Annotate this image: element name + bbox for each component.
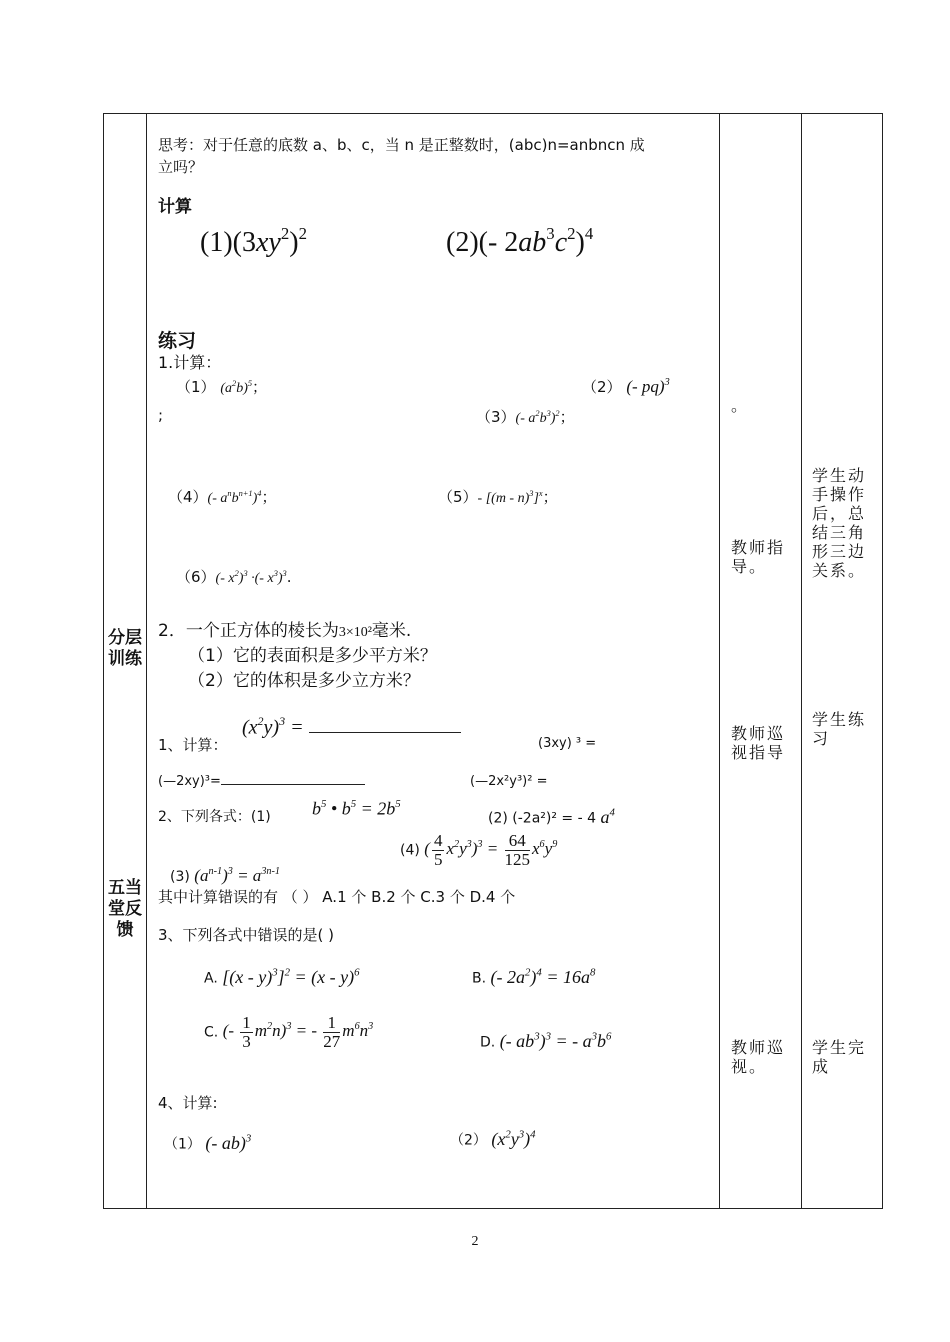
practice-intro: 1.计算： — [158, 353, 222, 372]
column-divider — [719, 114, 720, 1208]
feedback-q2-item3: (3) $(a^{n-1})^3 = a^{3n-1}$ — [170, 866, 280, 886]
feedback-q2-item4: (4) ( $\frac{4}{5}$ $x^2y^3)^3$ = $\frac{64}{125}$ $x^6y^9$ — [400, 831, 558, 869]
practice-item-2: （2） (- pq)$^3$ — [582, 376, 670, 396]
think-line-2: 立吗？ — [158, 158, 204, 176]
problem2-q1: （1）它的表面积是多少平方米？ — [188, 646, 437, 666]
page-number: 2 — [471, 1234, 479, 1249]
feedback-q3-label: 3、下列各式中错误的是( ) — [158, 926, 335, 944]
feedback-q3-option-a: A. [(x - y)$^3$]$^2$ = (x - y)$^6$ — [204, 966, 360, 987]
feedback-q4-label: 4、计算: — [158, 1094, 218, 1112]
student-note-practice: 学生练习 — [812, 710, 867, 748]
side-label-layered-training: 分层训练 — [108, 628, 142, 669]
feedback-q3-option-c: C. (- $\frac{1}{3}$ $m^2n)^3$ = - $\frac{1}{27}$ $m^6n^3$ — [204, 1013, 374, 1051]
calc-item-2: (2)(- $2ab^3c^2)^4$ — [446, 224, 594, 258]
feedback-q2-item2: (2) (-2a²)² = - 4 $a^4$ — [488, 806, 615, 827]
feedback-q4-item-2: （2） $(x^2y^3)^4$ — [450, 1128, 536, 1149]
problem2-line1: 2．一个正方体的棱长为3×10²毫米. — [158, 621, 412, 641]
practice-heading: 练习 — [158, 330, 197, 352]
practice-semicolon: ; — [158, 406, 164, 424]
problem2-q2: （2）它的体积是多少立方米？ — [188, 671, 420, 691]
student-note-summary: 学生动手操作后，总结三角形三边关系。 — [812, 466, 867, 580]
feedback-q1-expr: $(x^2y)^3$ = — [242, 714, 461, 739]
feedback-q2-item1: $b^5$ • $b^5 = 2b^5$ — [312, 798, 401, 819]
practice-item-5: （5）- [(m - n)$^3$]$^x$； — [438, 488, 558, 506]
feedback-q3-option-b: B. (- $2a^2)^4 = 16a^8$ — [472, 966, 596, 987]
practice-item-1: （1） $(a^2b)^5$； — [176, 378, 268, 396]
teacher-note-patrol: 教师巡视。 — [731, 1038, 786, 1076]
side-label-feedback: 五当堂反馈 — [108, 878, 142, 940]
feedback-q1-label: 1、计算： — [158, 736, 228, 754]
feedback-q1-item-a: (3xy) ³ = — [538, 736, 597, 751]
feedback-q3-option-d: D. (- $ab^3)^3$ = - $a^3b^6$ — [480, 1030, 612, 1051]
feedback-q2-label: 2、下列各式：(1) — [158, 809, 271, 825]
think-line-1: 思考：对于任意的底数 a、b、c，当 n 是正整数时，(abc)n=anbncn 成 — [158, 136, 645, 154]
feedback-q1-item-b: (—2xy)³= — [158, 774, 365, 789]
teacher-note-guide: 教师指导。 — [731, 538, 786, 576]
feedback-q2-answers: 其中计算错误的有 （ ） A.1 个 B.2 个 C.3 个 D.4 个 — [158, 888, 516, 906]
feedback-q1-item-c: (—2x²y³)² = — [470, 774, 548, 789]
calc-heading: 计算 — [158, 197, 192, 217]
practice-item-4: （4）(- $a^nb^{n+1})^4$； — [168, 488, 277, 506]
feedback-q4-item-1: （1） (- ab)$^3$ — [164, 1132, 252, 1153]
student-note-complete: 学生完成 — [812, 1038, 867, 1076]
practice-item-6: （6）(- $x^2)^3$ ·(- $x^3)^3$. — [176, 568, 292, 586]
column-divider — [146, 114, 147, 1208]
lesson-table — [103, 113, 883, 1209]
teacher-dot: 。 — [731, 396, 750, 415]
practice-item-3: （3）(- $a^2b^3)^2$； — [476, 408, 575, 426]
column-divider — [801, 114, 802, 1208]
teacher-note-patrol-guide: 教师巡视指导 — [731, 724, 786, 762]
calc-item-1: $(1)(3xy^2)^2$ — [200, 224, 307, 258]
